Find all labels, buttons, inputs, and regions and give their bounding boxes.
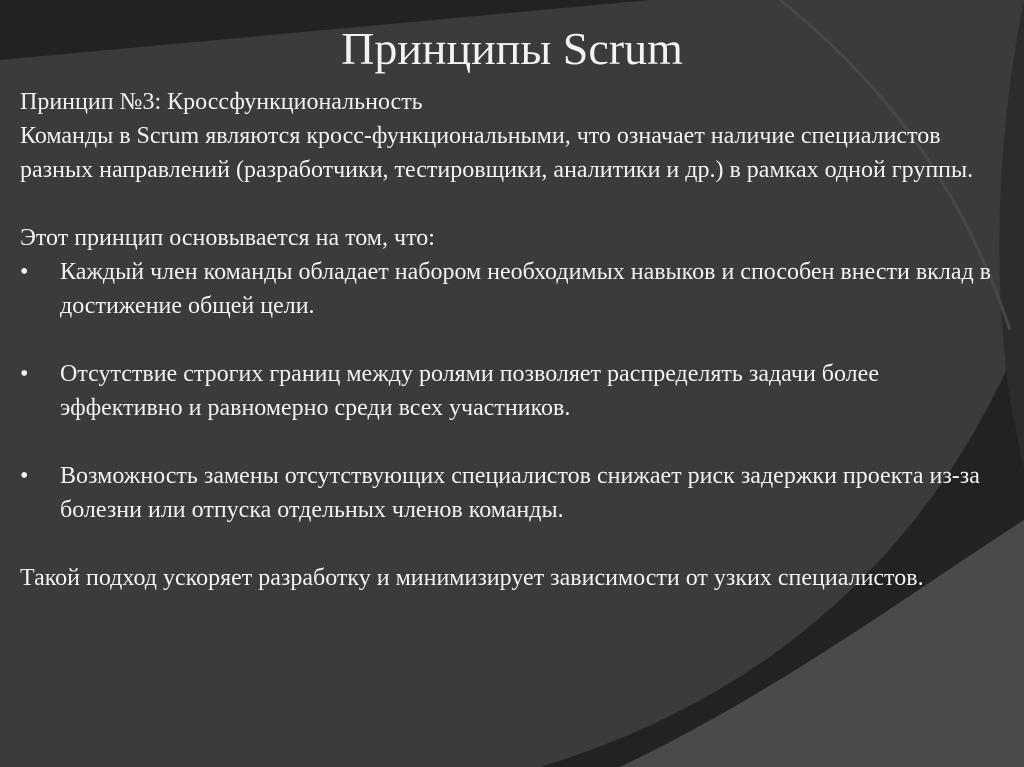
conclusion-paragraph: Такой подход ускоряет разработку и минимизирует зависимости от узких специалистов. [20,565,924,591]
bullet-text: Каждый член команды обладает набором необходимых навыков и способен внести вклад в достижение общей цели. [60,259,992,319]
spacer [20,527,995,561]
bullet-item [20,255,995,323]
spacer [20,187,995,221]
bullet-icon: • [20,463,29,489]
slide-content [20,85,995,595]
bullet-icon: • [20,361,29,387]
basis-lead: Этот принцип основывается на том, что: [20,225,435,251]
bullet-item [20,459,995,527]
bullet-item [20,357,995,425]
slide-title: Принципы Scrum [341,23,683,74]
intro-paragraph: Команды в Scrum являются кросс-функциональными, что означает наличие специалистов разных направлений (разработчики, тестировщики, аналитики и др.) в рамках одной группы. [20,123,974,183]
bullet-text: Отсутствие строгих границ между ролями позволяет распределять задачи более эффективно и равномерно среди всех участников. [60,361,879,421]
spacer [20,425,995,459]
spacer [20,323,995,357]
principle-heading: Принцип №3: Кроссфункциональность [20,89,423,115]
bullet-icon: • [20,259,29,285]
bullet-text: Возможность замены отсутствующих специалистов снижает риск задержки проекта из-за болезни или отпуска отдельных членов команды. [60,463,980,523]
